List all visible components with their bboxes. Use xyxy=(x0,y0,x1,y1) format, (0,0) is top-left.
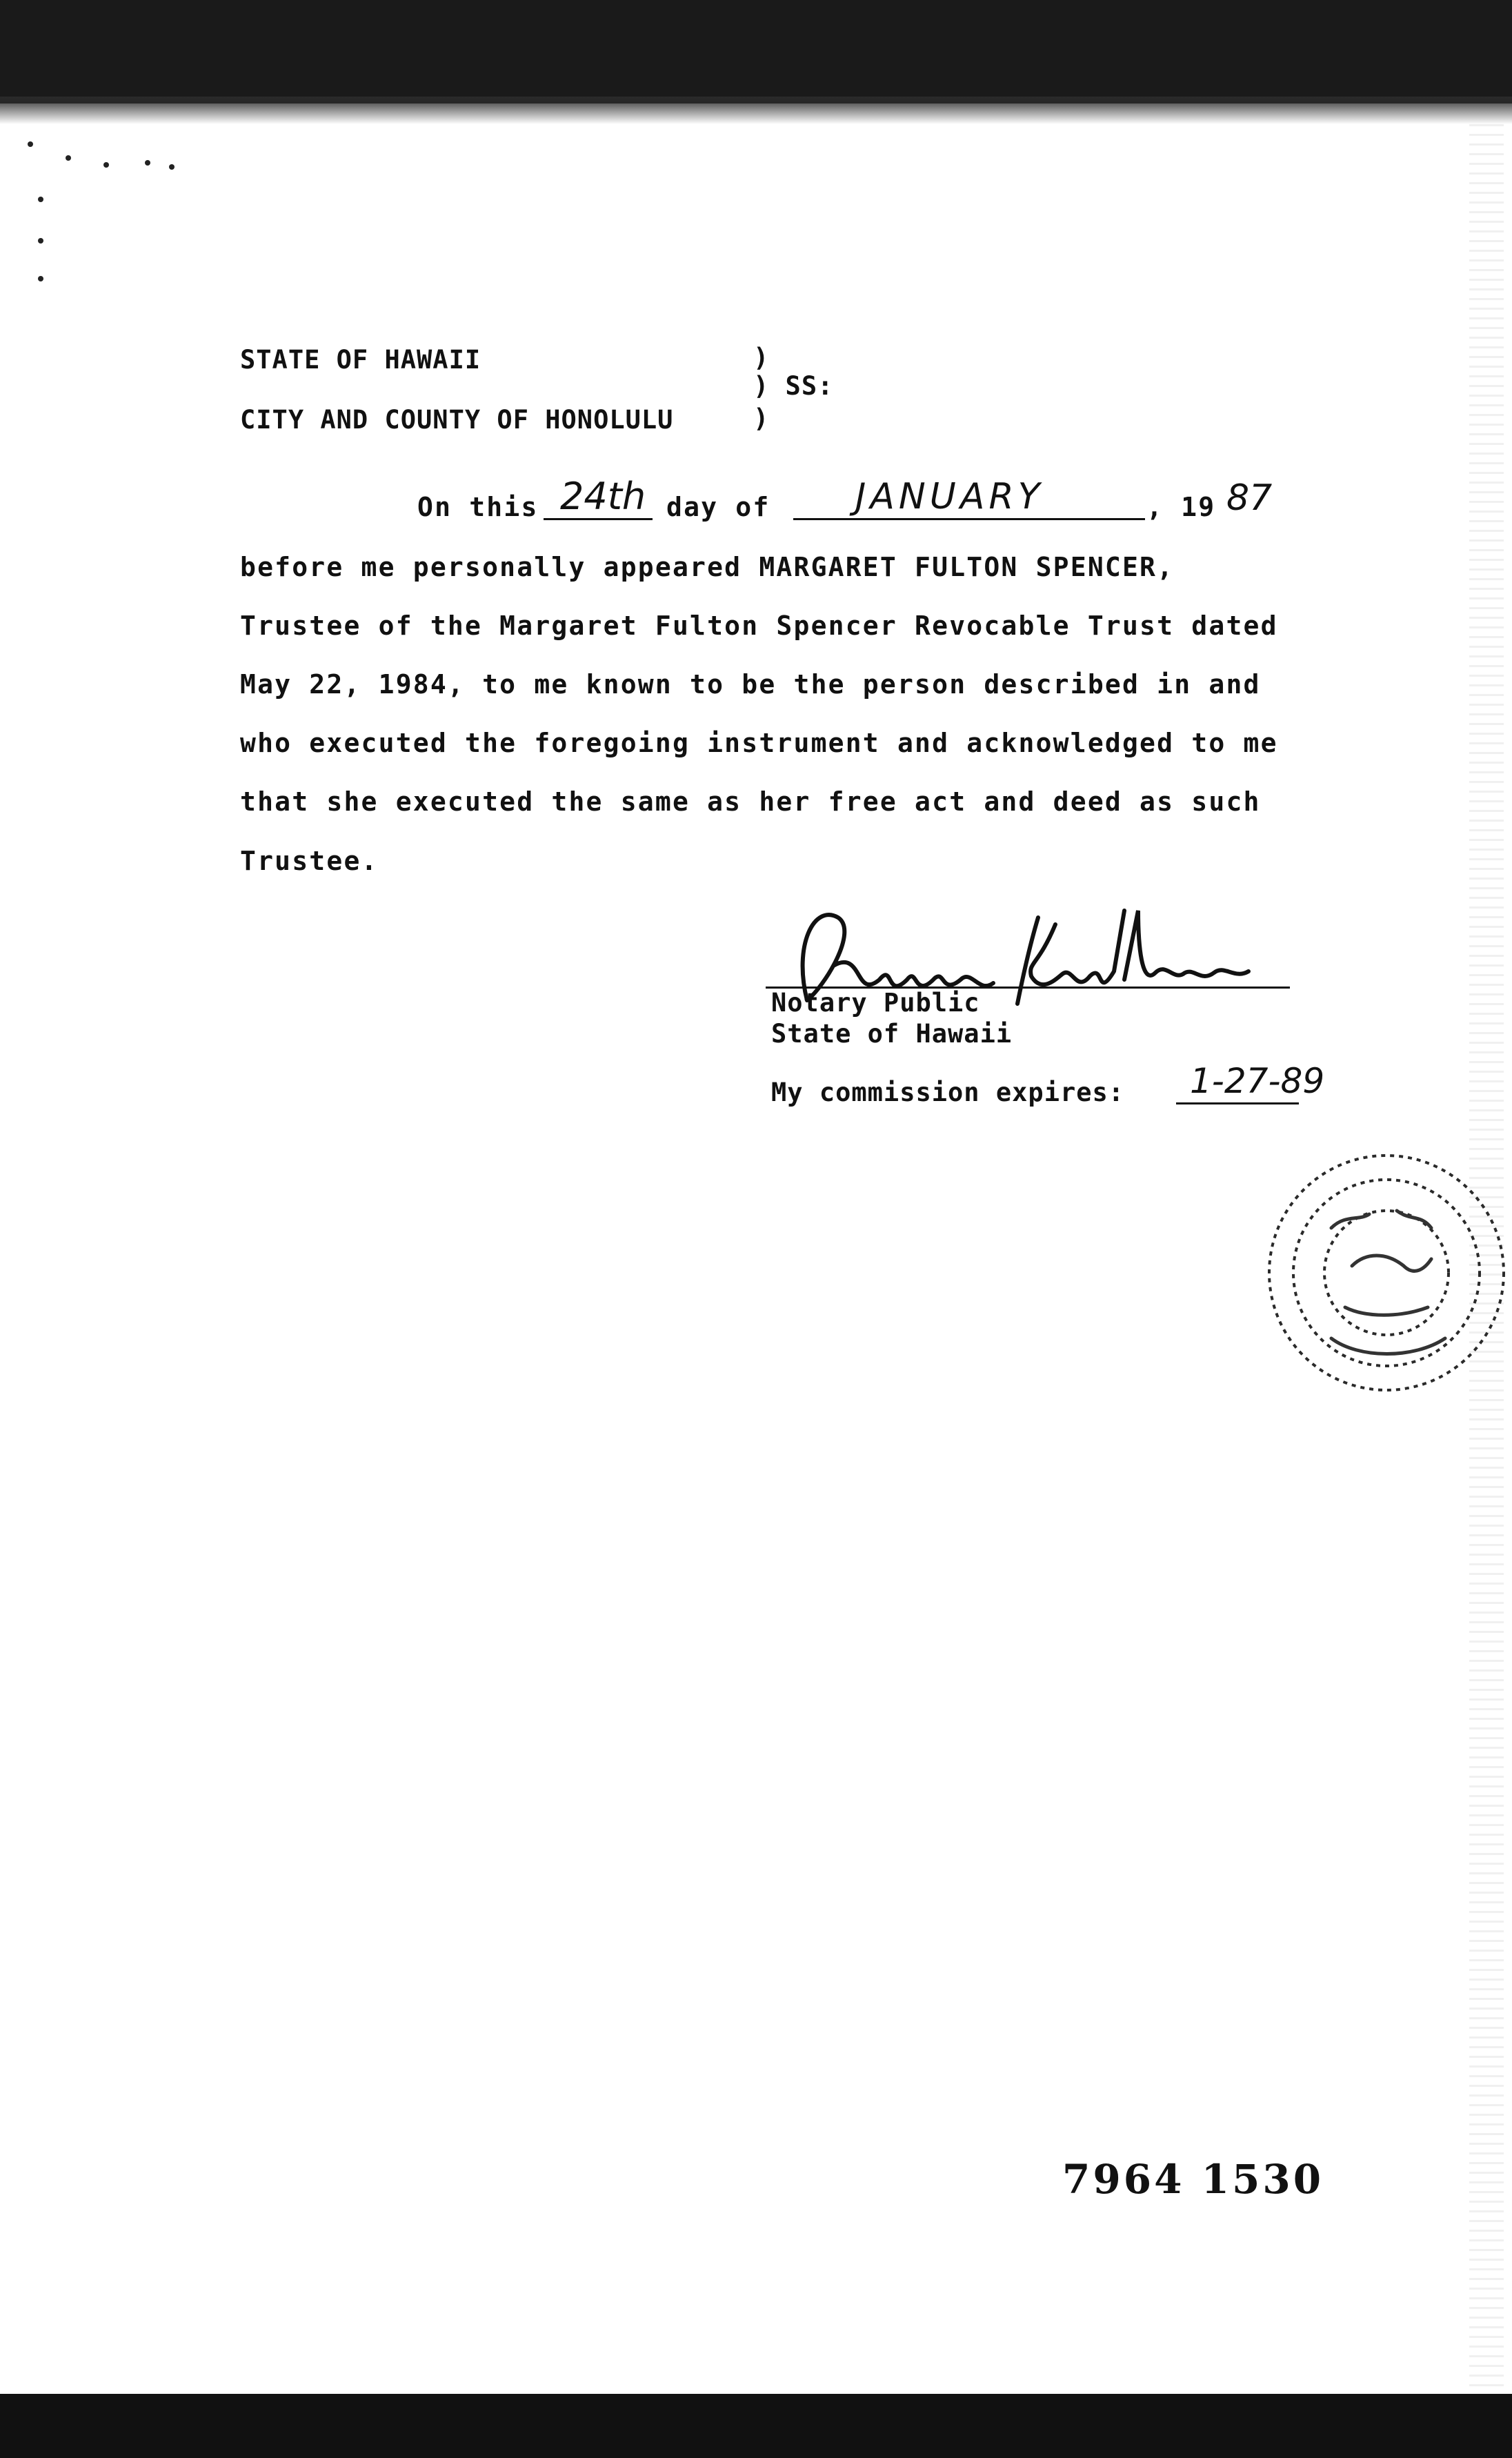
scan-speck xyxy=(103,162,109,168)
year-handwritten: 87 xyxy=(1226,477,1273,519)
document-number: 7964 1530 xyxy=(1062,2156,1324,2203)
signature-line xyxy=(766,955,1290,989)
county-heading: CITY AND COUNTY OF HONOLULU xyxy=(240,405,674,435)
commission-date-handwritten: 1-27-89 xyxy=(1190,1061,1325,1101)
notary-title: Notary Public xyxy=(771,988,980,1018)
scan-speck xyxy=(38,276,43,281)
scan-shadow xyxy=(0,97,1512,124)
venue-ss: ) SS: xyxy=(753,371,834,401)
venue-paren-top: ) xyxy=(753,343,770,373)
notary-jurisdiction: State of Hawaii xyxy=(771,1019,1013,1049)
scan-speck xyxy=(169,164,175,170)
body-line-5: that she executed the same as her free act and deed as such xyxy=(240,786,1261,817)
day-of-label: day of xyxy=(666,492,770,522)
body-line-1: before me personally appeared MARGARET FULTON SPENCER, xyxy=(240,552,1175,582)
scan-speck xyxy=(38,197,43,202)
body-line-3: May 22, 1984, to me known to be the person described in and xyxy=(240,669,1261,700)
year-prefix: , 19 xyxy=(1146,492,1216,522)
scan-speck xyxy=(38,238,43,244)
notary-seal xyxy=(1249,1111,1511,1435)
state-heading: STATE OF HAWAII xyxy=(240,345,481,375)
body-line-2: Trustee of the Margaret Fulton Spencer Revocable Trust dated xyxy=(240,611,1278,641)
scan-speck xyxy=(28,141,33,147)
date-prefix: On this xyxy=(417,492,539,522)
commission-label: My commission expires: xyxy=(771,1078,1125,1107)
venue-paren-bottom: ) xyxy=(753,404,770,433)
body-line-4: who executed the foregoing instrument and acknowledged to me xyxy=(240,728,1278,758)
scan-speck xyxy=(66,155,71,161)
month-handwritten: JANUARY xyxy=(855,476,1044,517)
day-handwritten: 24th xyxy=(560,475,646,518)
scan-border-bottom xyxy=(0,2394,1512,2458)
scan-border-top xyxy=(0,0,1512,103)
body-line-6: Trustee. xyxy=(240,846,379,876)
scan-speck xyxy=(145,160,150,166)
